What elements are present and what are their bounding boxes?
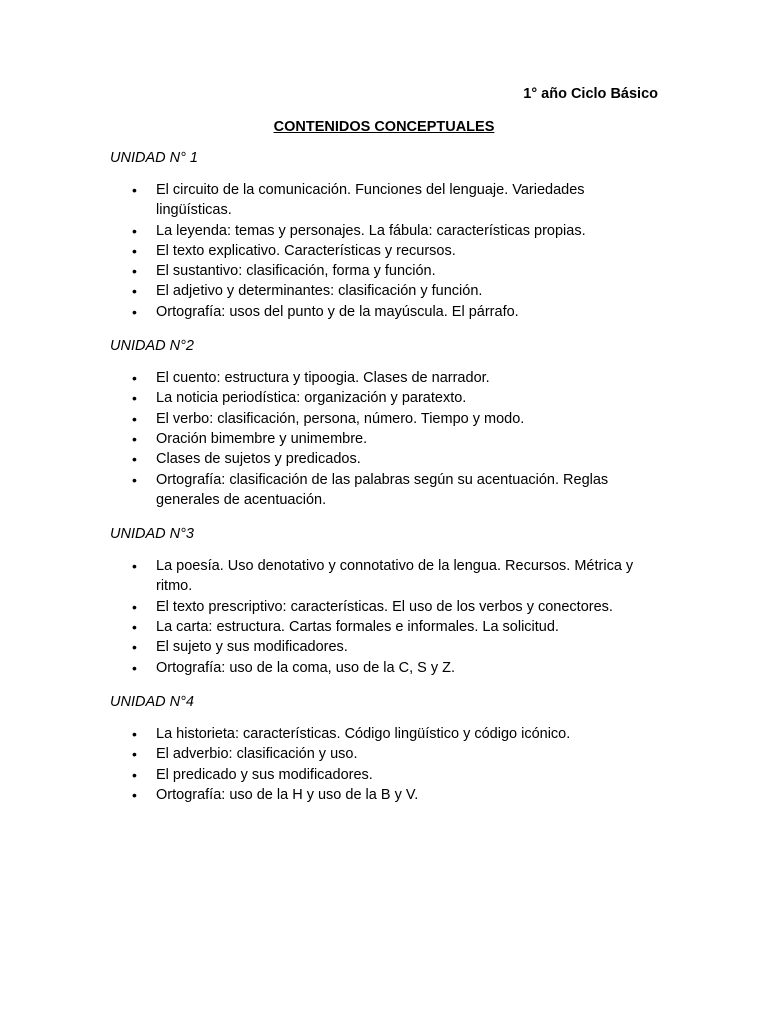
bullet-icon: • [132,370,137,387]
list-item [110,765,658,785]
list-item-text: El verbo: clasificación, persona, número. Tiempo y modo. [156,410,525,427]
bullet-icon: • [132,182,137,198]
list-item [110,785,658,805]
grade-label: 1° año Ciclo Básico [523,86,658,102]
list-item-text: El circuito de la comunicación. Funciones del lenguaje. Variedades lingüísticas. [156,182,585,219]
list-item-text: El texto prescriptivo: características. El uso de los verbos y conectores. [156,598,613,615]
bullet-icon: • [132,639,137,656]
bullet-icon: • [132,263,137,280]
unit-2 [110,336,658,510]
list-item-text: El adverbio: clasificación y uso. [156,746,358,763]
list-item-text: La historieta: características. Código lingüístico y código icónico. [156,725,571,742]
unit-title: UNIDAD N° 1 [110,150,198,166]
list-item [110,556,658,597]
unit-list [110,180,658,322]
list-item-text: Ortografía: uso de la H y uso de la B y V. [156,786,419,803]
unit-1 [110,148,658,322]
bullet-icon: • [132,410,137,427]
unit-list [110,368,658,510]
list-item [110,261,658,281]
bullet-icon: • [132,558,137,575]
list-item [110,368,658,388]
bullet-icon: • [132,659,137,676]
bullet-icon: • [132,430,137,447]
list-item-text: La carta: estructura. Cartas formales e informales. La solicitud. [156,619,559,636]
bullet-icon: • [132,725,137,742]
unit-4 [110,692,658,805]
list-item-text: El sujeto y sus modificadores. [156,639,348,656]
list-item [110,470,658,511]
list-item-text: El cuento: estructura y tipoogia. Clases de narrador. [156,370,490,387]
list-item-text: Ortografía: uso de la coma, uso de la C, S y Z. [156,659,455,676]
list-item [110,302,658,322]
list-item-text: La noticia periodística: organización y paratexto. [156,390,467,407]
bullet-icon: • [132,451,137,468]
bullet-icon: • [132,303,137,320]
list-item [110,617,658,637]
bullet-icon: • [132,766,137,783]
list-item [110,221,658,241]
units-container [110,148,658,819]
unit-list [110,724,658,805]
list-item [110,637,658,657]
page-title: CONTENIDOS CONCEPTUALES [273,119,495,135]
list-item-text: El adjetivo y determinantes: clasificación y función. [156,283,483,300]
list-item [110,409,658,429]
unit-3 [110,524,658,678]
bullet-icon: • [132,283,137,300]
unit-title: UNIDAD N°3 [110,526,194,543]
bullet-icon: • [132,598,137,615]
list-item-text: El predicado y sus modificadores. [156,766,373,783]
list-item-text: La leyenda: temas y personajes. La fábula: características propias. [156,222,586,239]
list-item-text: Oración bimembre y unimembre. [156,430,368,447]
unit-title: UNIDAD N°4 [110,693,194,710]
bullet-icon: • [132,746,137,763]
list-item-text: La poesía. Uso denotativo y connotativo de la lengua. Recursos. Métrica y ritmo. [156,558,634,595]
list-item [110,724,658,744]
list-item-text: Ortografía: usos del punto y de la mayúscula. El párrafo. [156,303,519,320]
list-item [110,281,658,301]
list-item [110,241,658,261]
bullet-icon: • [132,619,137,636]
bullet-icon: • [132,222,137,239]
bullet-icon: • [132,471,137,488]
unit-title: UNIDAD N°2 [110,338,194,355]
list-item [110,449,658,469]
unit-list [110,556,658,678]
list-item [110,180,658,221]
list-item-text: El sustantivo: clasificación, forma y función. [156,263,436,280]
list-item [110,597,658,617]
list-item [110,744,658,764]
bullet-icon: • [132,390,137,407]
bullet-icon: • [132,242,137,259]
bullet-icon: • [132,786,137,803]
list-item [110,388,658,408]
list-item-text: Ortografía: clasificación de las palabras según su acentuación. Reglas generales de acentuación. [156,471,609,508]
list-item-text: El texto explicativo. Características y recursos. [156,242,456,259]
list-item [110,429,658,449]
list-item-text: Clases de sujetos y predicados. [156,451,361,468]
list-item [110,658,658,678]
